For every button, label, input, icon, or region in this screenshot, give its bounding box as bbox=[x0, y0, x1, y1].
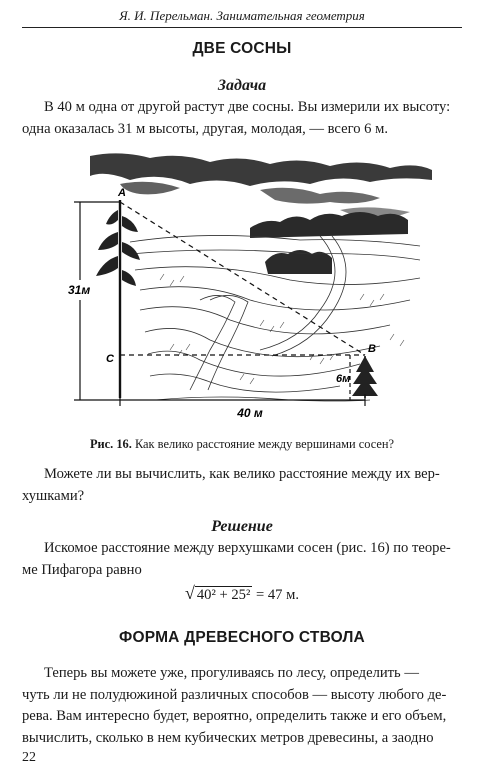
section-title-two-pines: ДВЕ СОСНЫ bbox=[192, 40, 292, 57]
section-title-trunk-shape: ФОРМА ДРЕВЕСНОГО СТВОЛА bbox=[119, 629, 365, 646]
trunk-line-2: чуть ли не полудюжиной различных способов — высоту любого де- bbox=[22, 686, 447, 703]
question-paragraph bbox=[22, 464, 462, 507]
formula-radicand: 40² + 25² bbox=[196, 587, 251, 603]
caption-figure-number: Рис. 16. bbox=[89, 437, 132, 451]
question-line-2: хушками? bbox=[22, 487, 85, 504]
height-label-31m: 31м bbox=[68, 283, 91, 297]
solution-heading: Решение bbox=[211, 518, 273, 535]
running-head bbox=[22, 8, 462, 24]
task-heading: Задача bbox=[217, 77, 267, 94]
point-label-c: C bbox=[106, 353, 114, 365]
trunk-paragraph bbox=[22, 663, 462, 749]
distance-label-40m: 40 м bbox=[237, 406, 263, 420]
young-pine bbox=[352, 356, 378, 398]
solution-paragraph bbox=[22, 538, 462, 581]
trunk-line-3: рева. Вам интересно будет, вероятно, определить также и его объем, bbox=[22, 708, 447, 724]
trunk-line-4: вычислить, сколько в нем кубических метров древесины, а заодно bbox=[22, 729, 434, 746]
task-paragraph bbox=[22, 97, 462, 140]
figure-caption bbox=[22, 437, 462, 452]
header-rule bbox=[22, 27, 462, 28]
point-label-a: A bbox=[118, 187, 126, 199]
height-label-6m: 6м bbox=[336, 373, 351, 385]
figure-two-pines bbox=[60, 150, 440, 430]
point-label-b: B bbox=[368, 343, 376, 355]
formula-result: = 47 м. bbox=[252, 587, 299, 603]
page-number: 22 bbox=[22, 750, 36, 765]
pythagoras-formula bbox=[22, 583, 462, 604]
solution-line-1: Искомое расстояние между верхушками сосен (рис. 16) по теоре- bbox=[44, 540, 451, 556]
task-line-2: одна оказалась 31 м высоты, другая, молодая, — всего 6 м. bbox=[22, 120, 388, 137]
header-book-title: Занимательная геометрия bbox=[216, 8, 365, 23]
question-line-1: Можете ли вы вычислить, как велико расстояние между их вер- bbox=[44, 466, 440, 482]
radical-sign: √ bbox=[184, 583, 195, 603]
solution-line-2: ме Пифагора равно bbox=[22, 561, 142, 578]
task-line-1: В 40 м одна от другой растут две сосны. Вы измерили их высоту: bbox=[44, 99, 451, 115]
header-author: Я. И. Перельман. bbox=[119, 8, 214, 23]
tall-pine bbox=[96, 200, 140, 398]
distant-forest bbox=[250, 212, 408, 274]
trunk-line-1: Теперь вы можете уже, прогуливаясь по лесу, определить — bbox=[44, 665, 419, 681]
sky-clouds bbox=[90, 153, 432, 218]
caption-text: Как велико расстояние между вершинами сосен? bbox=[134, 437, 395, 451]
